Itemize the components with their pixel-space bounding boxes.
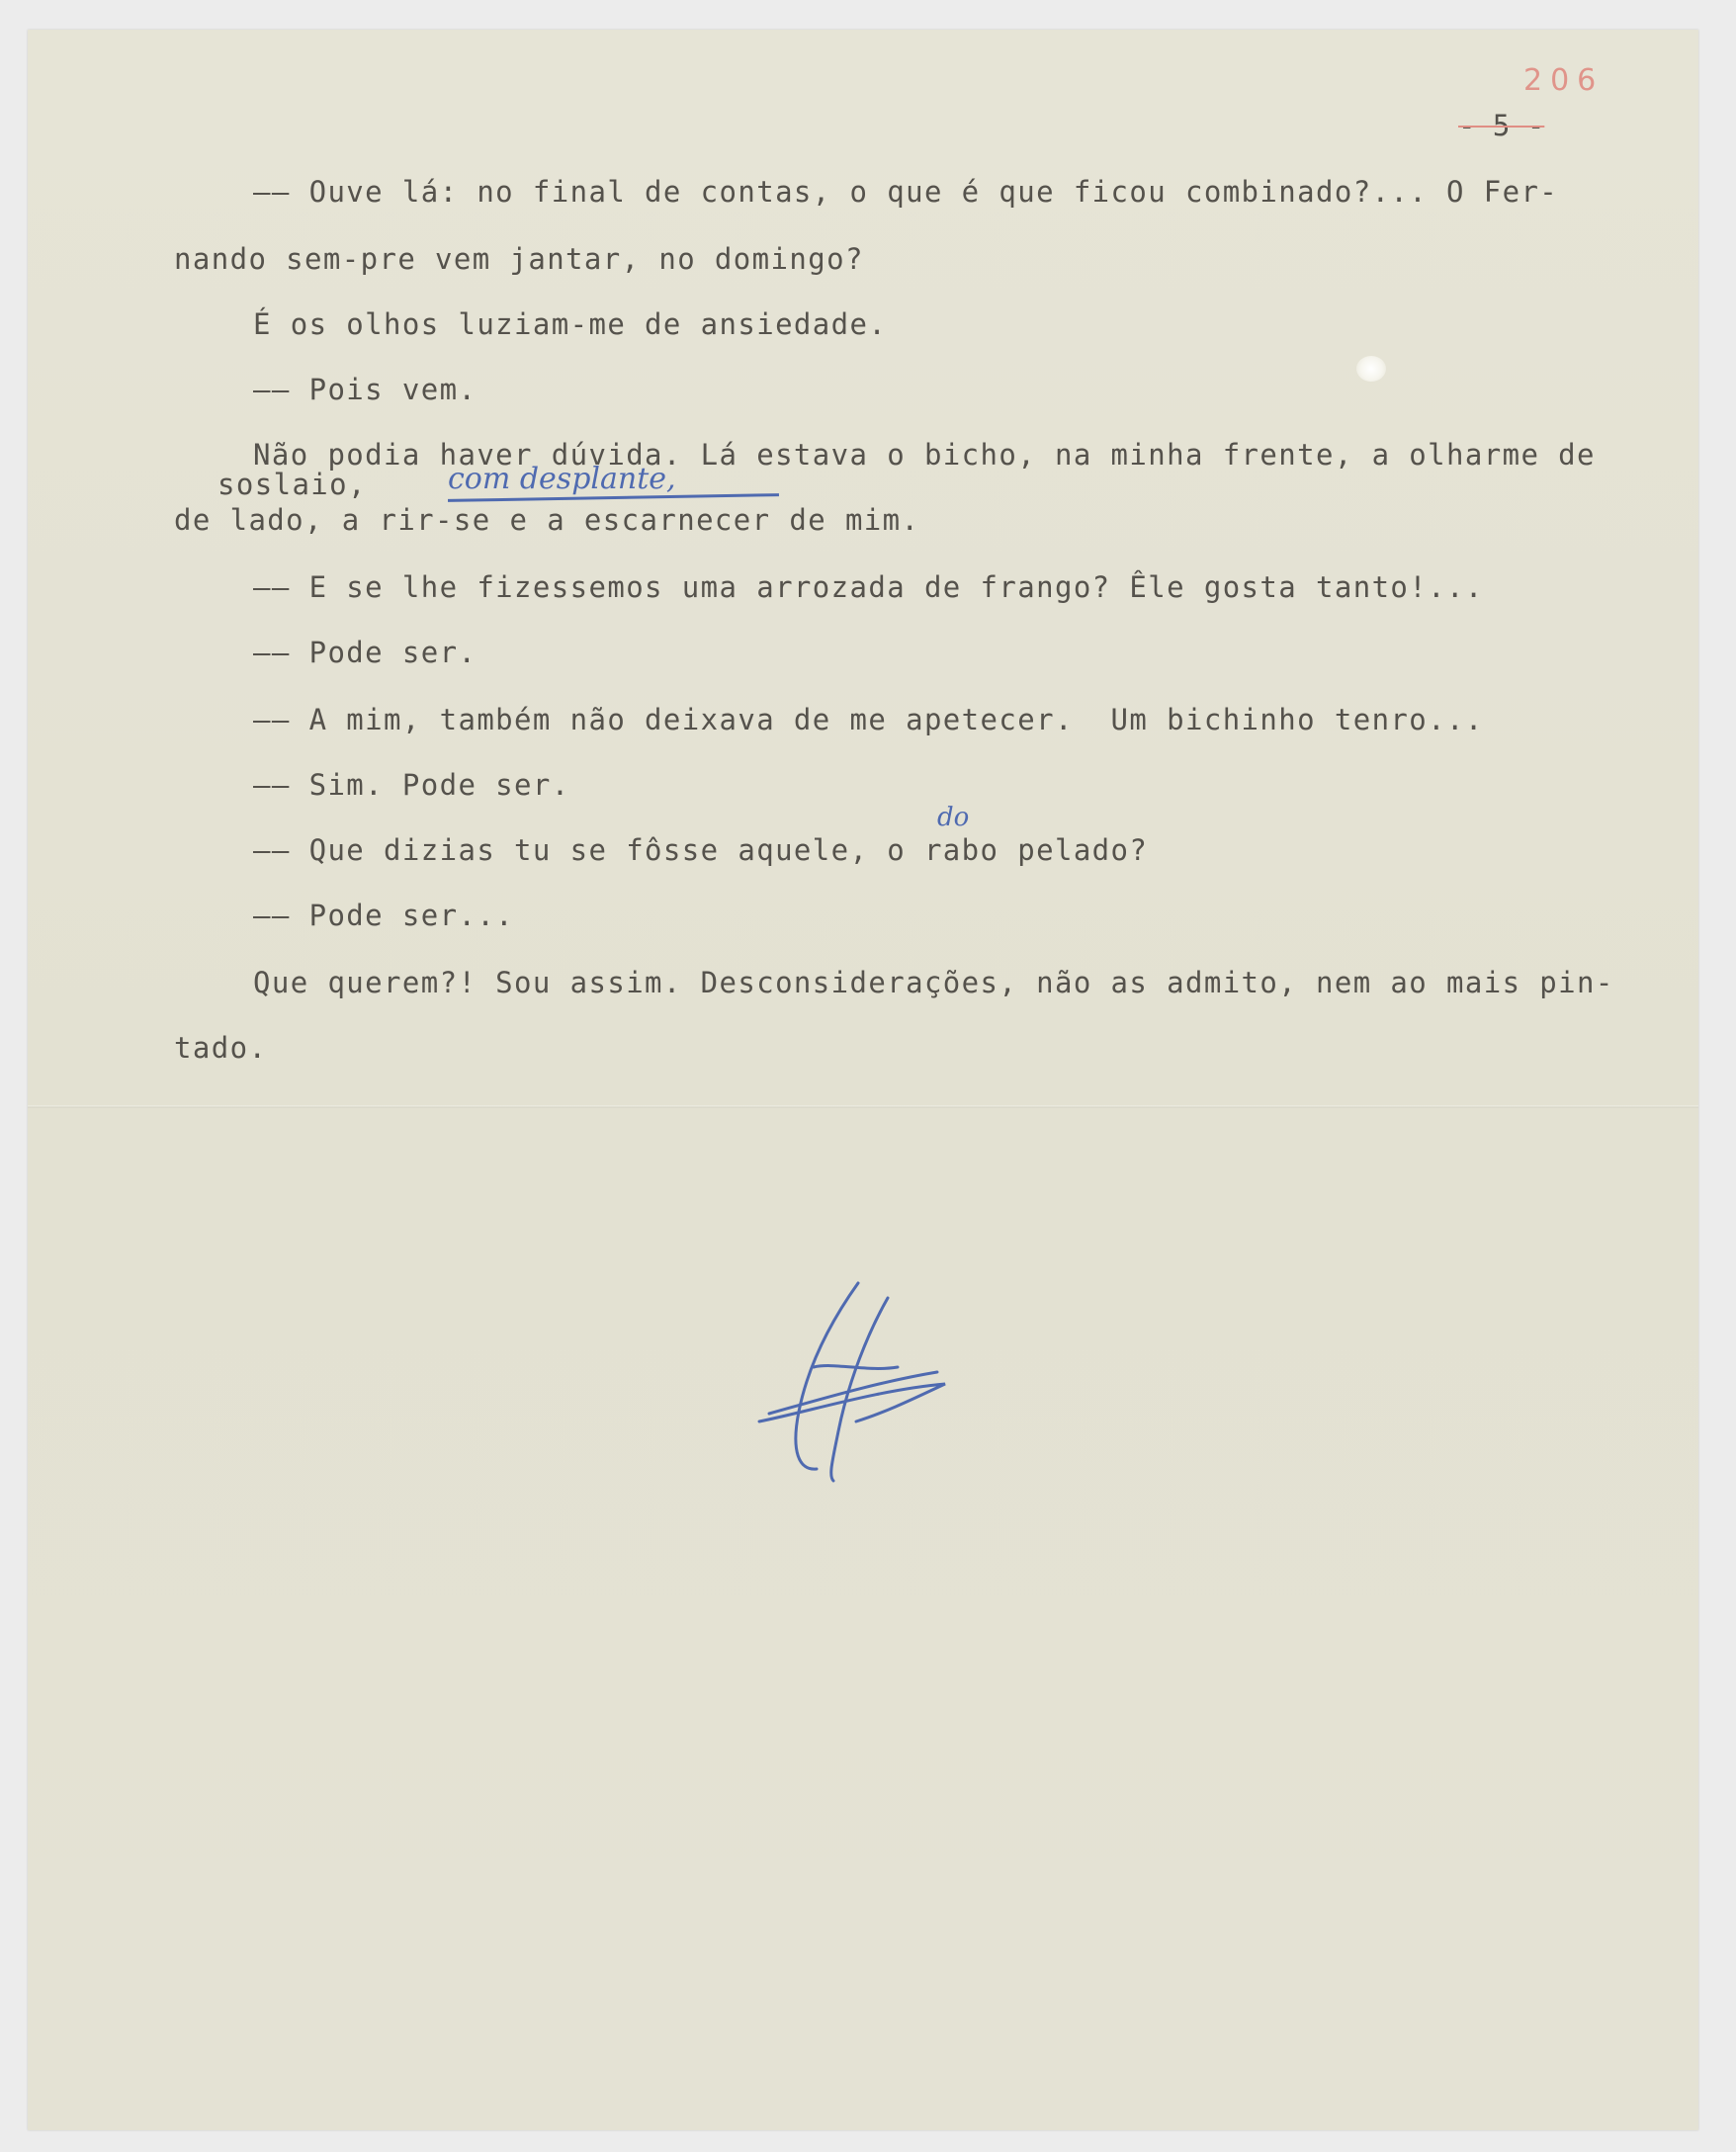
text-line: –– E se lhe fizessemos uma arrozada de frango? Êle gosta tanto!...	[253, 570, 1484, 604]
text-line: –– Pode ser...	[253, 899, 515, 932]
text-line: tado.	[174, 1031, 268, 1065]
text-line: de lado, a rir-se e a escarnecer de mim.	[174, 503, 920, 537]
archive-number: 206	[1523, 63, 1605, 98]
signature	[739, 1273, 967, 1501]
paper-stain	[1356, 356, 1386, 382]
paper-fold	[28, 1105, 1698, 1108]
handwritten-insertion: com desplante,	[448, 462, 676, 496]
text-line: nando sem-pre vem jantar, no domingo?	[174, 242, 864, 276]
text-line: Que querem?! Sou assim. Desconsiderações, não as admito, nem ao mais pin-	[253, 966, 1614, 999]
text-line: É os olhos luziam-me de ansiedade.	[253, 307, 888, 341]
document-page	[28, 30, 1698, 2130]
text-line: –– Pode ser.	[253, 636, 477, 669]
page-number	[1458, 109, 1544, 142]
handwritten-insertion-word: do	[937, 803, 970, 832]
text-line: –– Pois vem.	[253, 373, 477, 406]
text-line: –– A mim, também não deixava de me apetecer. Um bichinho tenro...	[253, 703, 1484, 736]
text-line: –– Sim. Pode ser.	[253, 768, 570, 802]
text-line: soslaio,	[217, 468, 367, 501]
text-line: –– Que dizias tu se fôsse aquele, o rabo pelado?	[253, 833, 1149, 867]
page-number-text: - 5 -	[1458, 109, 1545, 142]
text-line: –– Ouve lá: no final de contas, o que é que ficou combinado?... O Fer-	[253, 175, 1559, 209]
text-line: Não podia haver dúvida. Lá estava o bicho, na minha frente, a olharme de	[253, 438, 1596, 472]
